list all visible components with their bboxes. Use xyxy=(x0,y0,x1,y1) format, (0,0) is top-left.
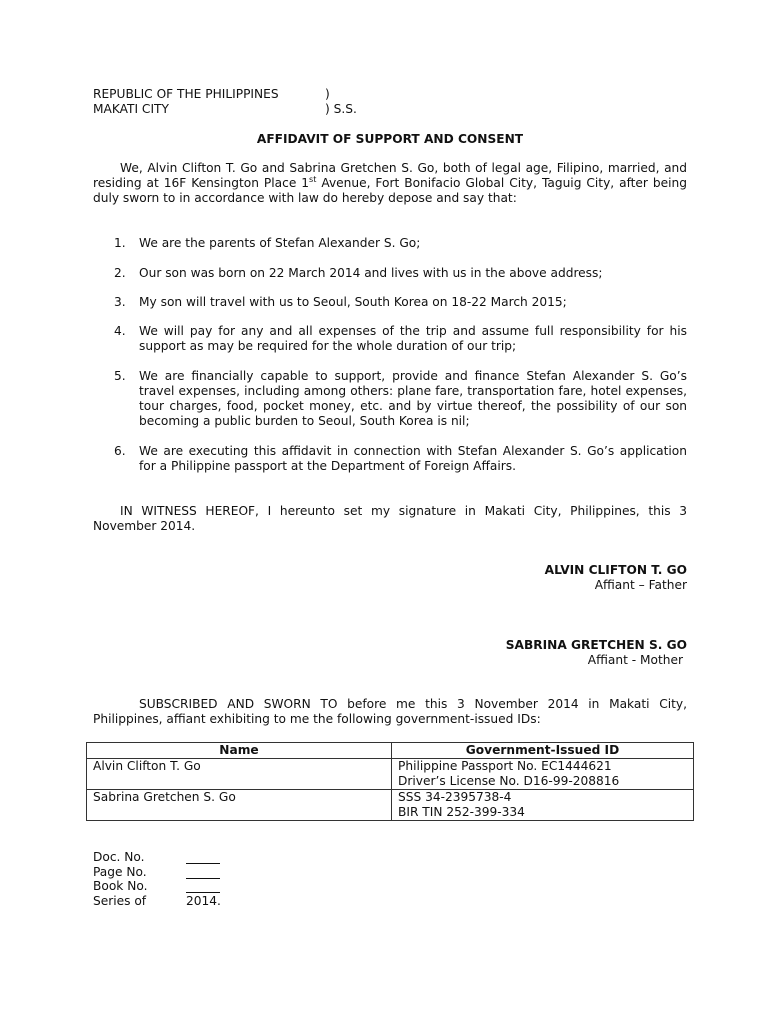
notary-series-value: 2014. xyxy=(186,894,221,908)
list-item-text: We are executing this affidavit in connection with Stefan Alexander S. Go’s application for a Philippine passport at the Department of Foreign Affairs. xyxy=(139,444,687,473)
signatory-role: Affiant - Mother xyxy=(587,653,683,667)
document-title: AFFIDAVIT OF SUPPORT AND CONSENT xyxy=(256,132,524,146)
signatory-father xyxy=(545,563,687,593)
id-entry: SSS 34-2395738-4 xyxy=(398,790,512,804)
list-item-number: 5. xyxy=(114,369,126,383)
venue-country: REPUBLIC OF THE PHILIPPINES xyxy=(93,87,279,101)
header-name: Name xyxy=(87,743,392,759)
list-item-text: We will pay for any and all expenses of the trip and assume full responsibility for his support as may be required for the whole duration of our trip; xyxy=(139,324,687,353)
notary-label: Book No. xyxy=(93,879,148,893)
list-item-text: My son will travel with us to Seoul, South Korea on 18-22 March 2015; xyxy=(139,295,567,309)
list-item-number: 3. xyxy=(114,295,126,309)
venue-line-1 xyxy=(93,87,413,102)
notary-label: Doc. No. xyxy=(93,850,145,864)
signatory-name: SABRINA GRETCHEN S. GO xyxy=(505,638,687,652)
jurat-paragraph: SUBSCRIBED AND SWORN TO before me this 3 November 2014 in Makati City, Philippines, affiant exhibiting to me the following government-issued IDs: xyxy=(93,697,687,726)
id-table xyxy=(86,742,694,821)
list-item-text: We are the parents of Stefan Alexander S. Go; xyxy=(139,236,421,250)
id-entry: BIR TIN 252-399-334 xyxy=(398,805,525,819)
venue-paren: ) xyxy=(325,87,330,101)
table-header-row xyxy=(87,743,694,759)
notary-label: Series of xyxy=(93,894,147,908)
header-gov-id: Government-Issued ID xyxy=(392,743,694,759)
table-row xyxy=(87,790,694,821)
row-ids xyxy=(392,790,694,821)
id-entry: Philippine Passport No. EC1444621 xyxy=(398,759,612,773)
row-name: Sabrina Gretchen S. Go xyxy=(87,790,392,821)
id-entry: Driver’s License No. D16-99-208816 xyxy=(398,774,620,788)
list-item-number: 2. xyxy=(114,266,126,280)
list-item-number: 6. xyxy=(114,444,126,458)
intro-paragraph xyxy=(93,161,687,206)
notary-blank xyxy=(186,865,220,879)
signatory-name: ALVIN CLIFTON T. GO xyxy=(544,563,687,577)
intro-text-a: We, Alvin Clifton T. Go and Sabrina Gretchen S. Go, both of legal age, Filipino, married, and residing at 16F Kensington Place 1 xyxy=(93,161,687,190)
table-row xyxy=(87,759,694,790)
list-item-number: 4. xyxy=(114,324,126,338)
list-item-text: We are financially capable to support, provide and finance Stefan Alexander S. Go’s travel expenses, including among others: plane fare, transportation fare, hotel expenses, tour charges, food, pocket money, etc. and by virtue thereof, the possibility of our son becoming a public burden to Seoul, South Korea is nil; xyxy=(139,369,687,428)
witness-paragraph: IN WITNESS HEREOF, I hereunto set my signature in Makati City, Philippines, this 3 November 2014. xyxy=(93,504,687,533)
venue-city: MAKATI CITY xyxy=(93,102,169,116)
row-name: Alvin Clifton T. Go xyxy=(87,759,392,790)
row-ids xyxy=(392,759,694,790)
notary-label: Page No. xyxy=(93,865,147,879)
list-item-number: 1. xyxy=(114,236,126,250)
notary-blank xyxy=(186,850,220,864)
notary-blank xyxy=(186,879,220,893)
venue-ss: ) S.S. xyxy=(325,102,357,116)
venue-line-2 xyxy=(93,102,413,117)
intro-ordinal: st xyxy=(309,174,317,184)
intro-text-b: Avenue, Fort Bonifacio Global City, Taguig City, after being duly sworn to in accordance with law do hereby depose and say that: xyxy=(93,176,687,205)
list-item-text: Our son was born on 22 March 2014 and lives with us in the above address; xyxy=(139,266,603,280)
signatory-role: Affiant – Father xyxy=(594,578,687,592)
signatory-mother xyxy=(506,638,687,668)
